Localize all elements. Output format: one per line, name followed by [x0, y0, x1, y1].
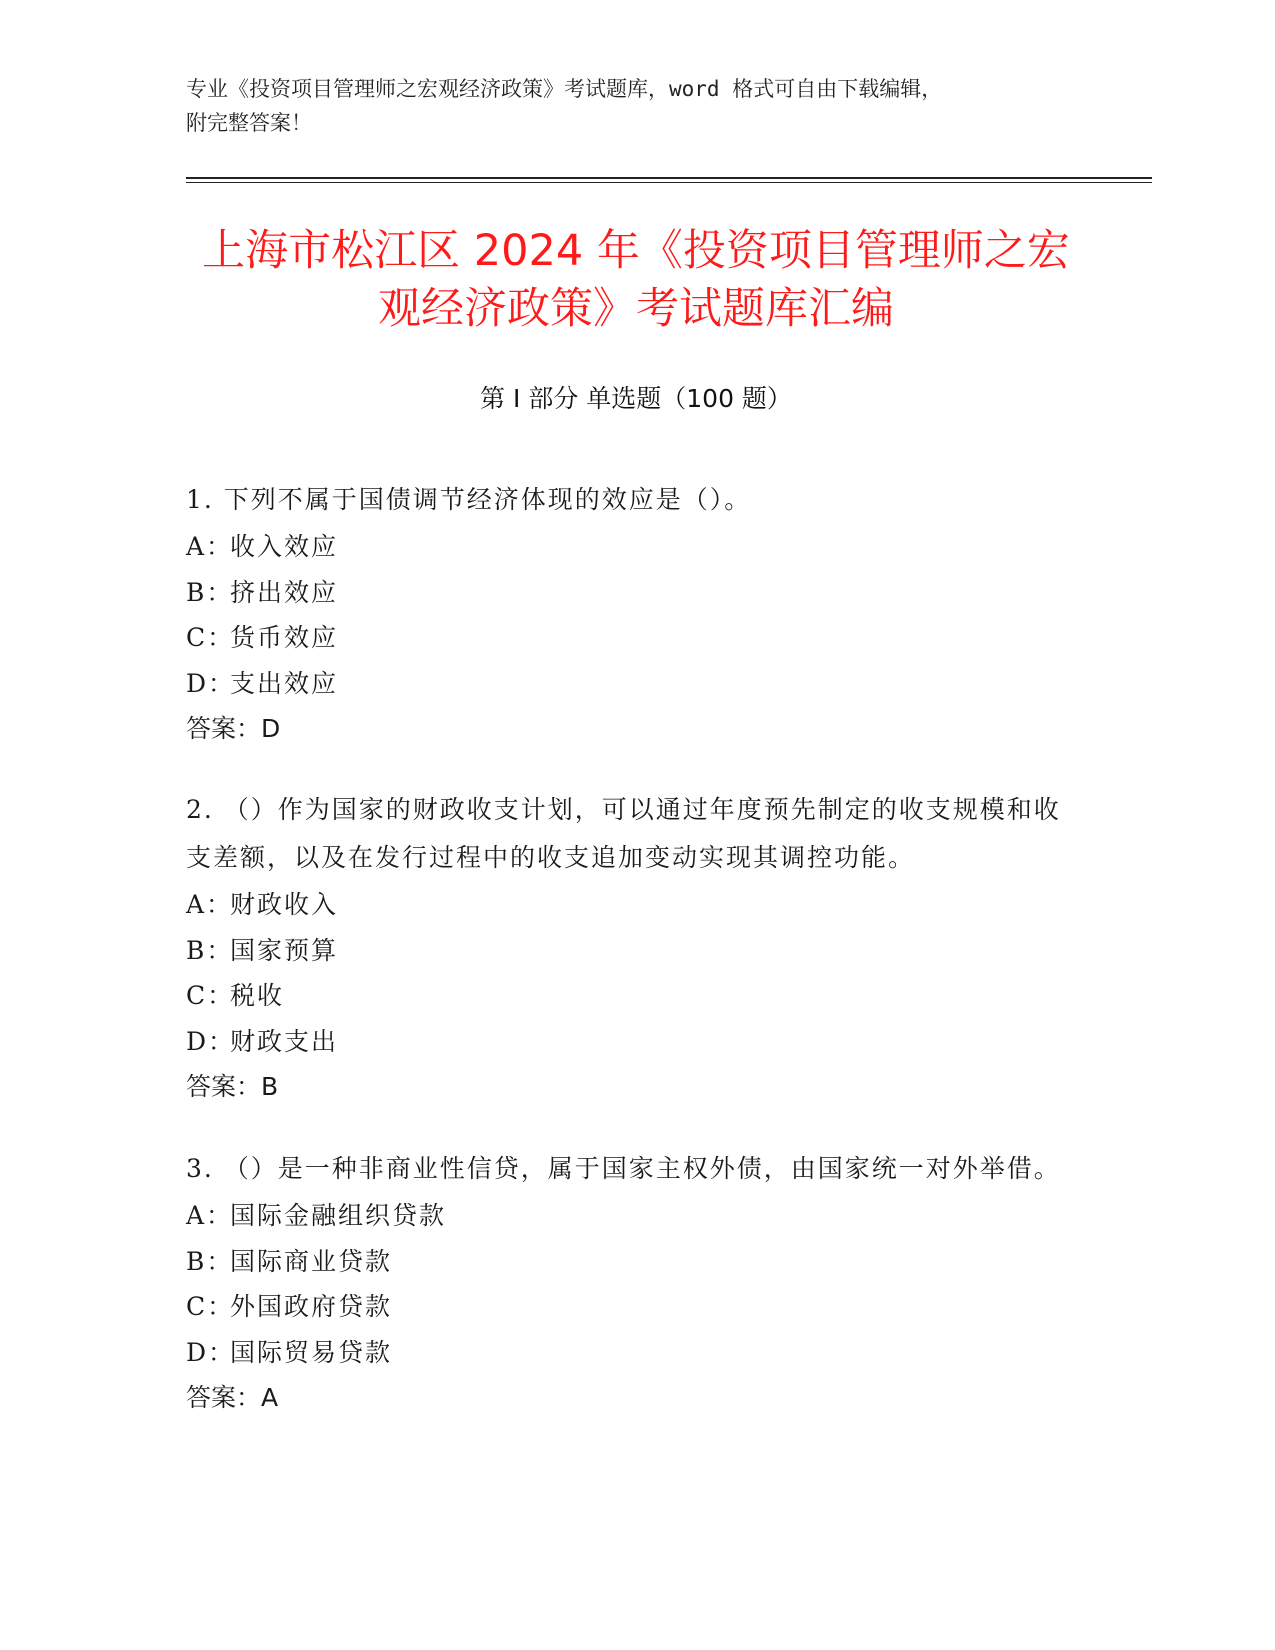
- option-key: B：: [186, 935, 234, 965]
- header-note: [186, 72, 1066, 140]
- option-c: [186, 973, 1066, 1019]
- question-stem: 1. 下列不属于国债调节经济体现的效应是（）。: [186, 485, 752, 514]
- option-d: [186, 1330, 1066, 1376]
- option-text: 收入效应: [230, 532, 339, 561]
- answer: 答案：A: [186, 1383, 279, 1412]
- option-key: C：: [186, 1292, 235, 1321]
- option-key: B：: [186, 577, 234, 607]
- option-key: B：: [186, 1246, 234, 1276]
- question-stem: 2. （）作为国家的财政收支计划，可以通过年度预先制定的收支规模和收支差额，以及在发行过程中的收支追加变动实现其调控功能。: [186, 795, 1061, 872]
- option-text: 国际金融组织贷款: [230, 1201, 447, 1230]
- section-title: 第 I 部分 单选题（100 题）: [480, 384, 792, 413]
- option-text: 财政支出: [230, 1026, 339, 1056]
- option-b: [186, 570, 1066, 616]
- option-c: [186, 1284, 1066, 1330]
- option-key: A：: [186, 532, 234, 561]
- header-divider-thick: [186, 177, 1152, 179]
- option-b: [186, 928, 1066, 974]
- option-text: 国际贸易贷款: [230, 1337, 393, 1367]
- option-text: 国际商业贷款: [230, 1246, 393, 1276]
- question-stem: 3. （）是一种非商业性信贷，属于国家主权外债，由国家统一对外举借。: [186, 1154, 1061, 1183]
- header-note-line-1: 专业《投资项目管理师之宏观经济政策》考试题库，word 格式可自由下载编辑，: [186, 77, 943, 101]
- question-2: [186, 786, 1066, 1109]
- option-a: [186, 524, 1066, 570]
- option-key: A：: [186, 1201, 234, 1230]
- option-text: 货币效应: [230, 623, 339, 652]
- option-d: [186, 1019, 1066, 1065]
- option-text: 税收: [230, 981, 285, 1010]
- option-key: D：: [186, 1026, 236, 1056]
- option-key: C：: [186, 981, 235, 1010]
- option-key: D：: [186, 668, 236, 698]
- answer: 答案：B: [186, 1072, 279, 1101]
- header-note-line-2: 附完整答案！: [186, 111, 312, 135]
- option-text: 支出效应: [230, 668, 339, 698]
- question-3: [186, 1145, 1066, 1420]
- document-title-line-2: 观经济政策》考试题库汇编: [378, 284, 894, 334]
- option-c: [186, 615, 1066, 661]
- option-key: D：: [186, 1337, 236, 1367]
- option-a: [186, 1193, 1066, 1239]
- option-a: [186, 882, 1066, 928]
- option-text: 挤出效应: [230, 577, 339, 607]
- document-title: [186, 222, 1086, 338]
- header-divider-thin: [186, 182, 1152, 183]
- option-key: C：: [186, 623, 235, 652]
- option-text: 外国政府贷款: [230, 1292, 393, 1321]
- option-key: A：: [186, 890, 234, 919]
- question-1: [186, 476, 1066, 751]
- option-d: [186, 661, 1066, 707]
- option-text: 财政收入: [230, 890, 339, 919]
- option-text: 国家预算: [230, 935, 339, 965]
- option-b: [186, 1239, 1066, 1285]
- document-title-line-1: 上海市松江区 2024 年《投资项目管理师之宏: [202, 226, 1070, 276]
- answer: 答案：D: [186, 714, 281, 743]
